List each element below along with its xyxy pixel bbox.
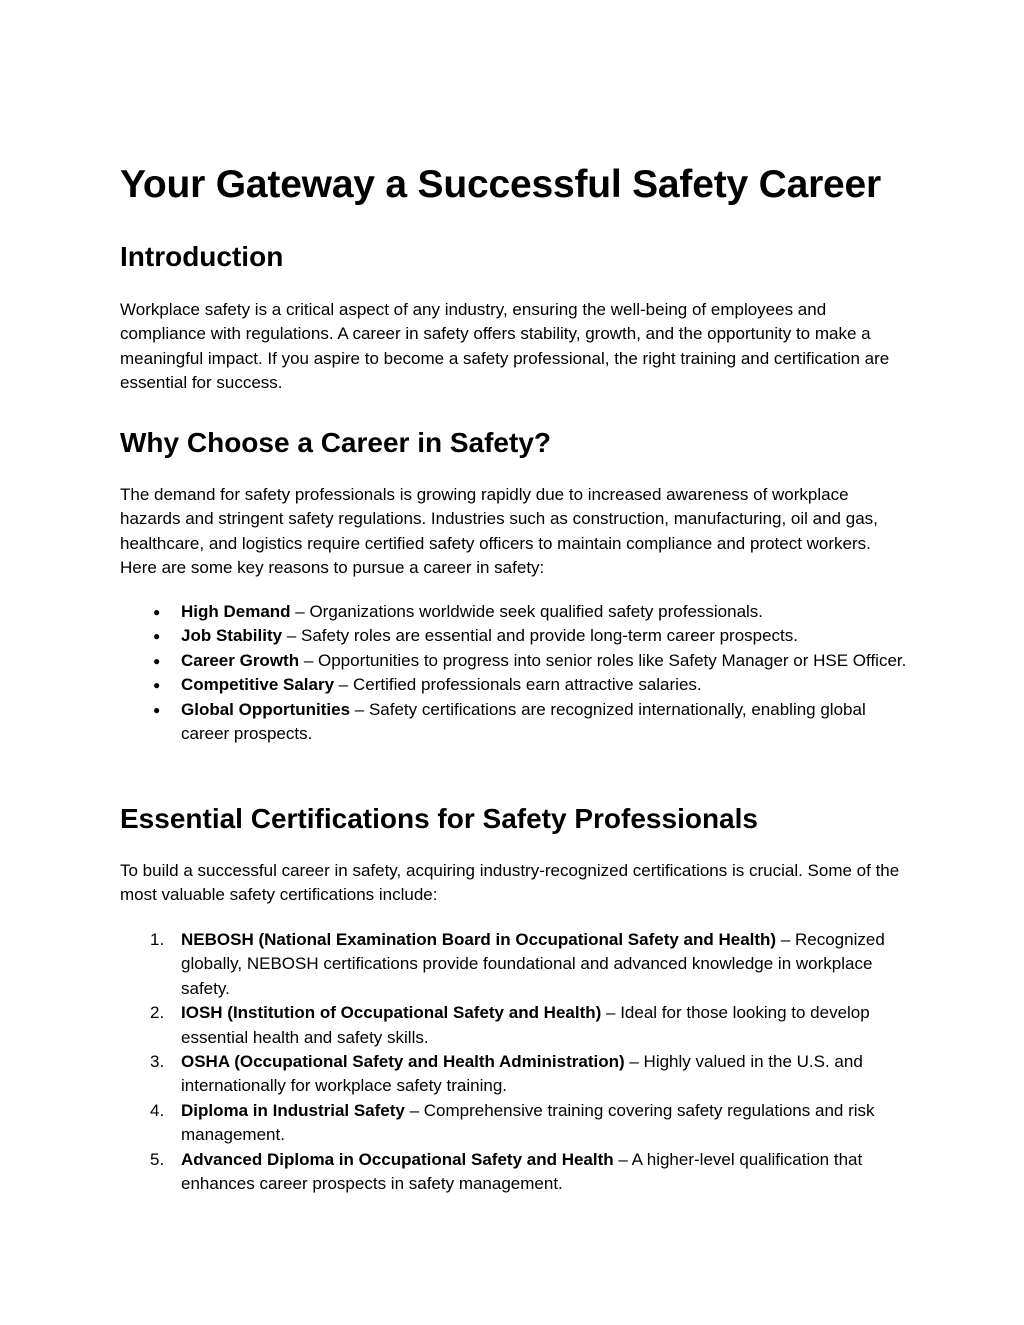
bullet-icon: ●	[153, 629, 161, 644]
cert-text: – Ideal for those looking to develop essential health and safety skills.	[181, 1003, 870, 1047]
heading-introduction: Introduction	[120, 241, 284, 272]
reason-term: Job Stability	[181, 626, 283, 646]
certs-paragraph: To build a successful career in safety, acquiring industry-recognized certifications is crucial. Some of the most valuable safety certifications include:	[120, 861, 900, 905]
cert-term: IOSH (Institution of Occupational Safety and Health)	[181, 1003, 602, 1023]
reason-text: – Organizations worldwide seek qualified safety professionals.	[290, 602, 764, 621]
list-item	[120, 673, 910, 697]
reason-term: High Demand	[181, 602, 291, 621]
reason-term: Global Opportunities	[181, 699, 351, 719]
list-number: 4.	[150, 1100, 165, 1120]
list-number: 3.	[150, 1052, 165, 1072]
list-item	[120, 1050, 910, 1099]
list-item	[120, 600, 910, 624]
cert-text: – Highly valued in the U.S. and internationally for workplace safety training.	[181, 1052, 863, 1096]
heading-certifications: Essential Certifications for Safety Professionals	[120, 803, 758, 834]
bullet-icon: ●	[153, 653, 161, 668]
bullet-icon: ●	[153, 678, 161, 693]
bullet-icon: ●	[153, 605, 161, 619]
bullet-icon: ●	[153, 702, 161, 717]
list-number: 5.	[150, 1149, 165, 1169]
cert-text: – Recognized globally, NEBOSH certifications provide foundational and advanced knowledge in workplace safety.	[181, 930, 885, 998]
reason-text: – Certified professionals earn attractive salaries.	[334, 675, 702, 695]
reason-text: – Safety roles are essential and provide long-term career prospects.	[282, 626, 799, 646]
heading-why-safety: Why Choose a Career in Safety?	[120, 427, 552, 458]
reason-term: Competitive Salary	[181, 675, 335, 695]
cert-term: NEBOSH (National Examination Board in Occupational Safety and Health)	[181, 930, 777, 949]
reasons-list	[120, 600, 910, 746]
list-item	[120, 1001, 910, 1050]
reason-term: Career Growth	[181, 650, 300, 670]
list-item	[120, 1099, 910, 1148]
cert-term: Diploma in Industrial Safety	[181, 1100, 405, 1120]
cert-term: Advanced Diploma in Occupational Safety and Health	[181, 1149, 614, 1169]
list-item	[120, 649, 910, 673]
list-number: 1.	[150, 930, 165, 949]
reason-text: – Opportunities to progress into senior roles like Safety Manager or HSE Officer.	[299, 650, 907, 670]
list-item	[120, 698, 910, 747]
cert-term: OSHA (Occupational Safety and Health Administration)	[181, 1052, 625, 1072]
document-title: Your Gateway a Successful Safety Career	[120, 163, 882, 206]
cert-text: – A higher-level qualification that enhances career prospects in safety management.	[181, 1149, 863, 1194]
list-item	[120, 928, 910, 1001]
certifications-list	[120, 928, 910, 1196]
cert-text: – Comprehensive training covering safety regulations and risk management.	[181, 1100, 875, 1145]
why-paragraph: The demand for safety professionals is growing rapidly due to increased awareness of workplace hazards and stringent safety regulations. Industries such as construction, manufacturing, oil and gas, healthcare, and logistics require certified safety officers to maintain compliance and protect workers. Here are some key reasons to pursue a career in safety:	[120, 485, 878, 578]
intro-paragraph: Workplace safety is a critical aspect of any industry, ensuring the well-being of employees and compliance with regulations. A career in safety offers stability, growth, and the opportunity to make a meaningful impact. If you aspire to become a safety professional, the right training and certification are essential for success.	[120, 300, 890, 393]
list-item	[120, 624, 910, 648]
reason-text: – Safety certifications are recognized internationally, enabling global career prospects.	[181, 699, 866, 744]
list-item	[120, 1148, 910, 1197]
list-number: 2.	[150, 1003, 165, 1023]
